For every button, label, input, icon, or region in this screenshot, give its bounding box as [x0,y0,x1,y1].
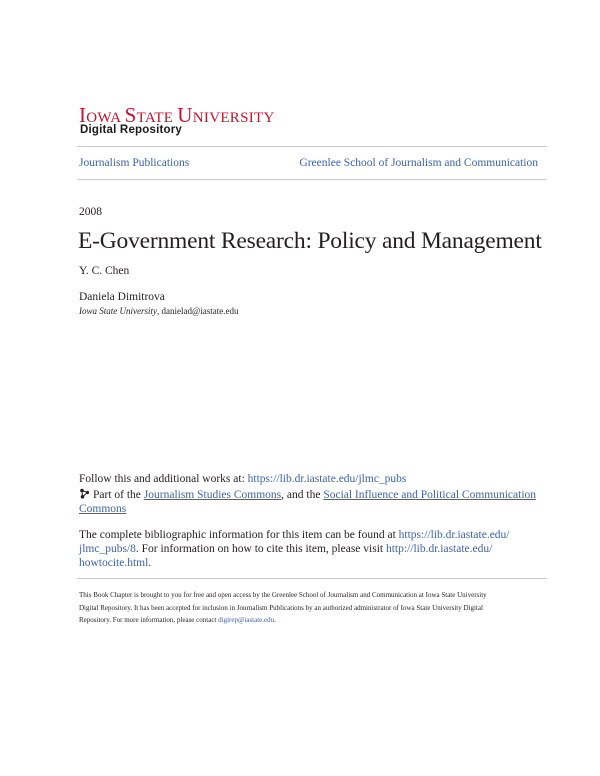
commons-line [79,488,549,516]
citation-paragraph [79,528,549,570]
logo-word-tate: TATE [136,110,178,126]
footer-line: Digital Repository. It has been accepted for inclusion in Journalism Publications by an authorized administrator of Iowa State University Digital [79,603,483,612]
commons-network-icon [79,488,90,499]
logo-word-niversity: NIVERSITY [192,110,275,126]
item-url-link[interactable]: https://lib.dr.iastate.edu/ [398,529,510,541]
author-name: Y. C. Chen [79,265,130,277]
howtocite-link-cont[interactable]: howtocite.html [79,557,149,569]
greenlee-school-link[interactable]: Greenlee School of Journalism and Communication [299,157,538,169]
contact-email-link[interactable]: digirep@iastate.edu [218,616,275,624]
citation-text: . [148,557,152,569]
publication-year: 2008 [79,206,102,218]
citation-text: . For information on how to cite this item, please visit [135,543,386,555]
nav-divider [77,179,547,180]
journalism-publications-link[interactable]: Journalism Publications [79,157,190,169]
logo-letter-u: U [177,103,193,127]
follow-prefix: Follow this and additional works at: [79,473,248,485]
footer-notice [79,589,549,627]
commons-middle: , and the [281,489,324,501]
paper-title: E-Government Research: Policy and Management [78,228,542,254]
commons-prefix: Part of the [93,489,144,501]
logo-word-owa: OWA [86,110,125,126]
howtocite-link[interactable]: http://lib.dr.iastate.edu/ [385,543,493,555]
social-influence-commons-link-cont[interactable]: Commons [79,503,127,515]
citation-text: The complete bibliographic information for this item can be found at [79,529,399,541]
follow-line [79,472,549,486]
author-affiliation [79,306,239,316]
logo-subtitle: Digital Repository [80,124,183,136]
top-divider [77,146,547,147]
social-influence-commons-link[interactable]: Social Influence and Political Communication [323,489,537,501]
item-url-link-cont[interactable]: jlmc_pubs/8 [79,543,136,555]
footer-line: Repository. For more information, please contact [79,616,219,624]
logo-letter-s: S [124,103,137,127]
affiliation-institution: Iowa State University [79,306,157,316]
logo-letter-i: I [79,103,87,127]
footer-line: This Book Chapter is brought to you for free and open access by the Greenlee School of Journalism and Communication at Iowa State University [79,591,487,599]
footer-divider [77,578,547,579]
author-name: Daniela Dimitrova [79,291,165,303]
affiliation-email: , danielad@iastate.edu [157,306,239,316]
footer-line: . [274,616,276,624]
journalism-studies-commons-link[interactable]: Journalism Studies Commons [143,489,282,501]
collection-url-link[interactable]: https://lib.dr.iastate.edu/jlmc_pubs [247,473,407,485]
